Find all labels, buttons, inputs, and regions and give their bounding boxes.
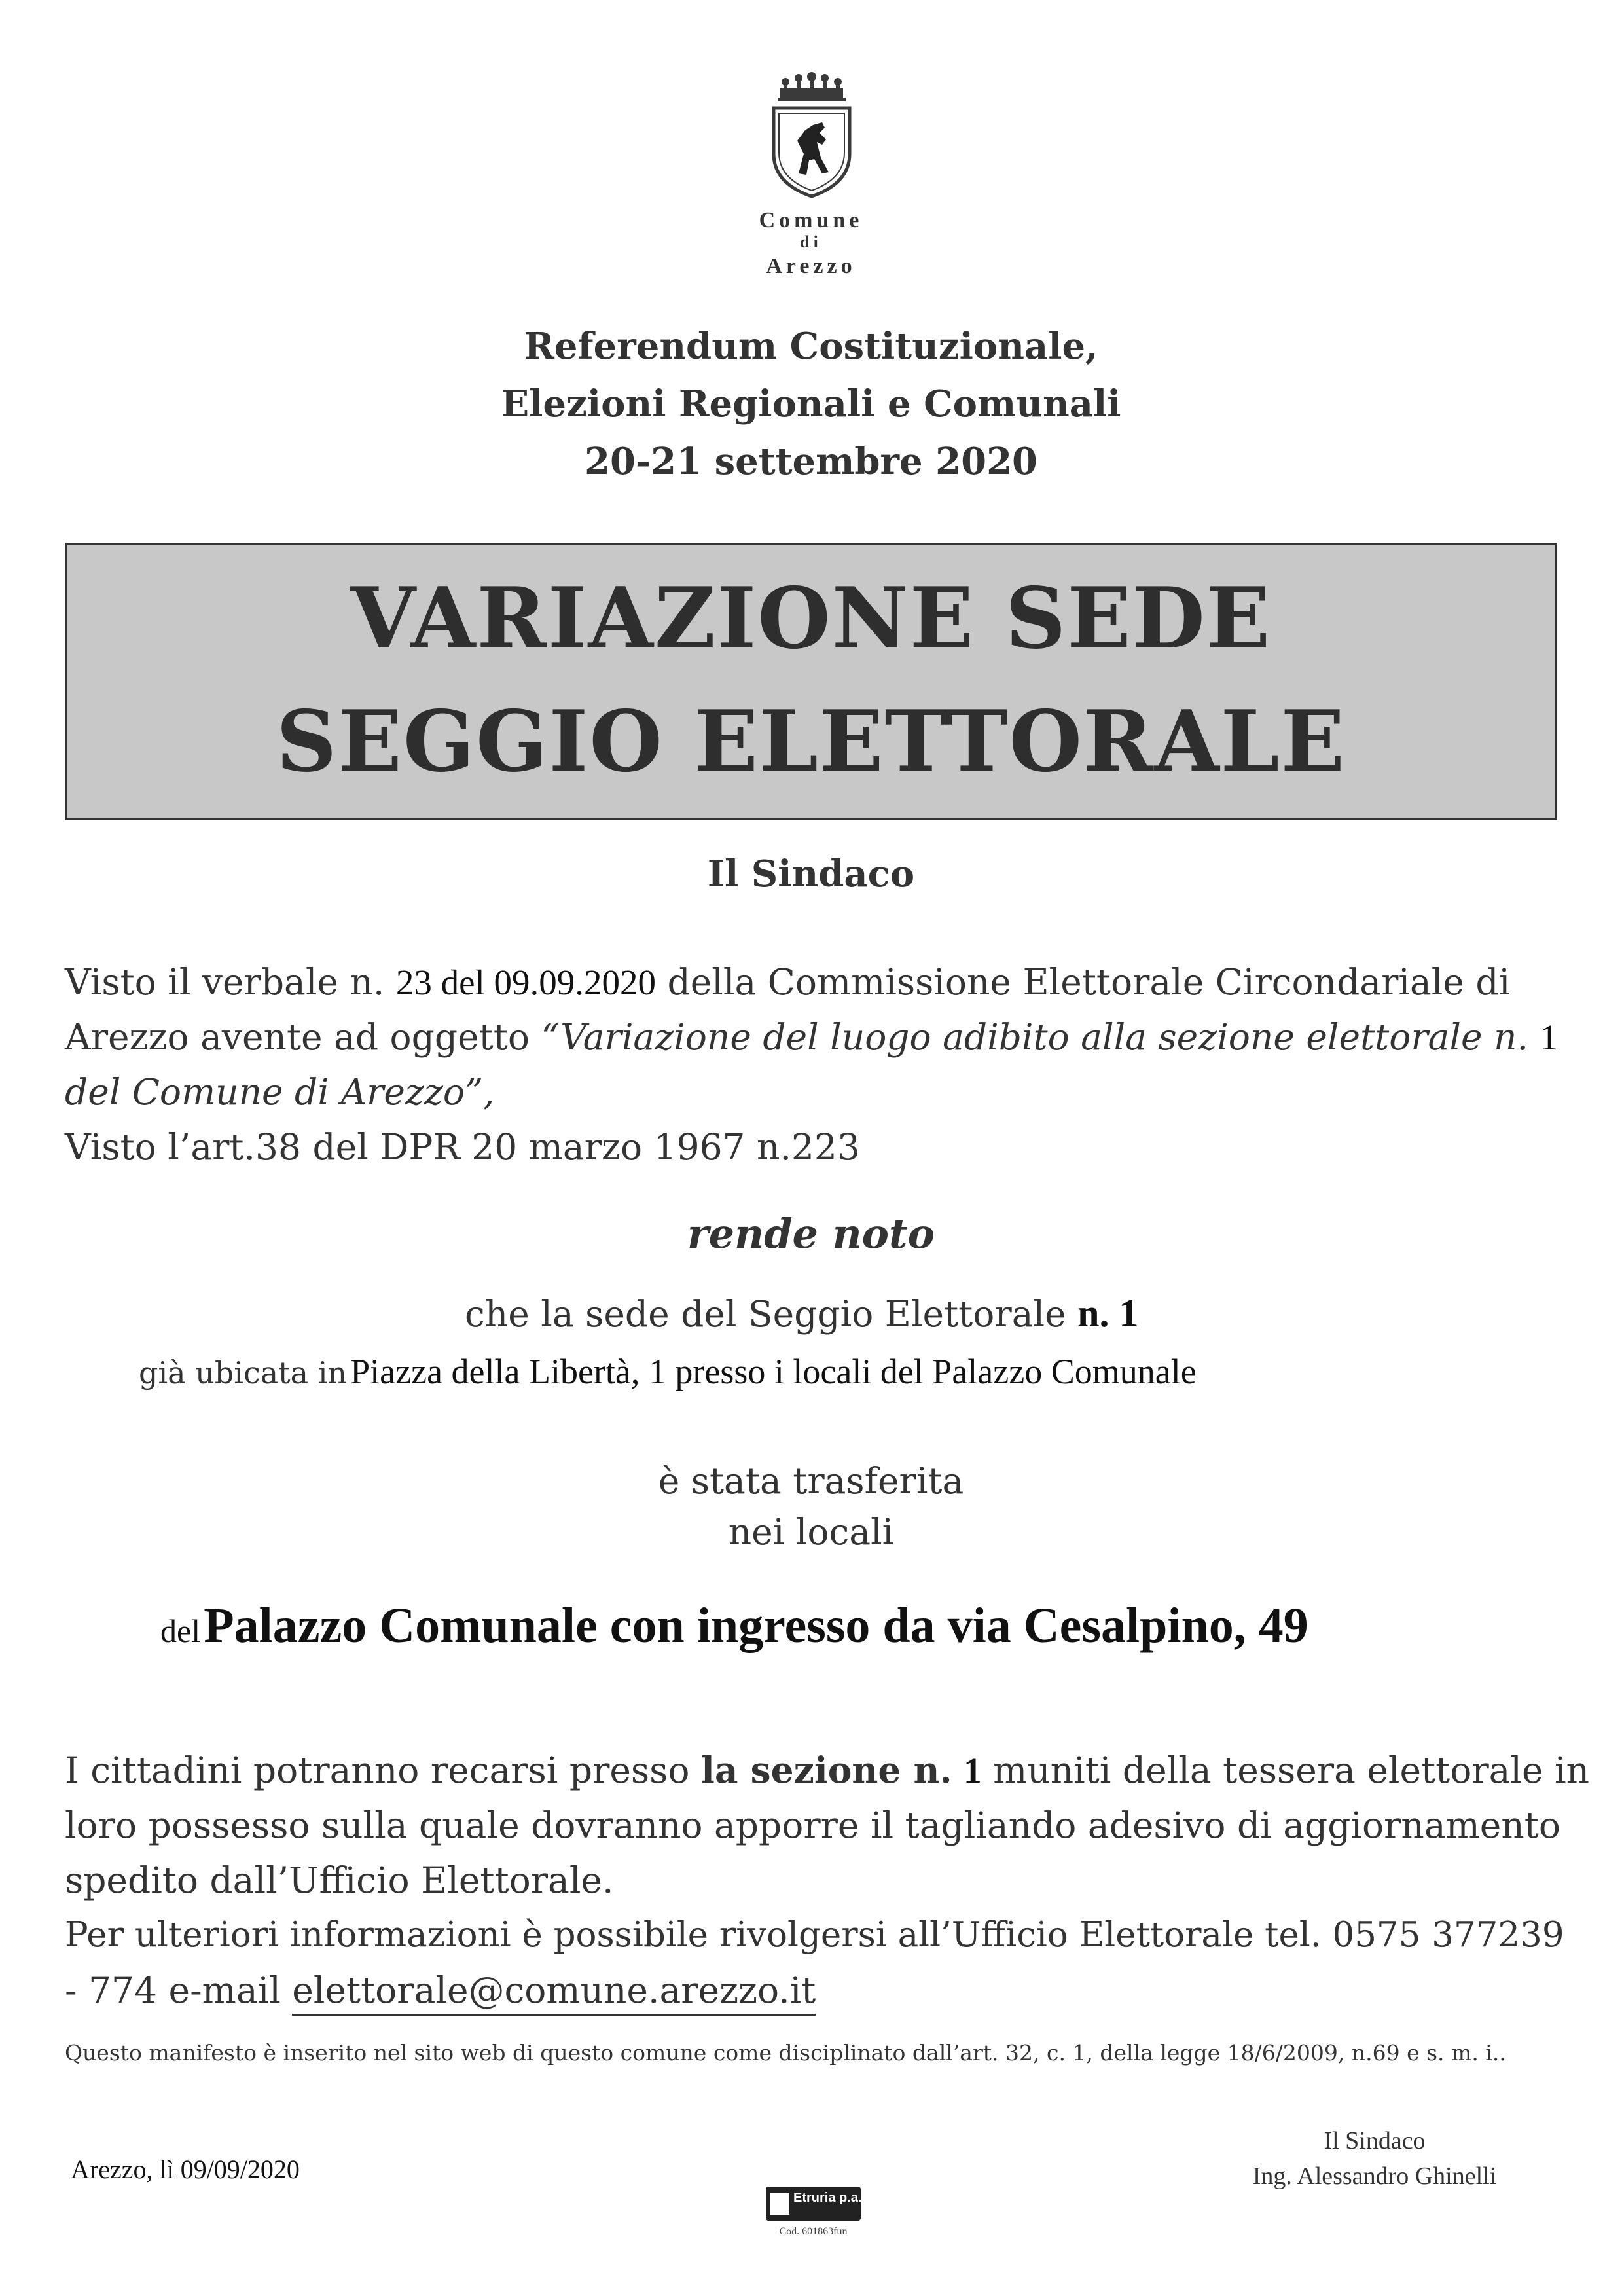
banner-line2: SEGGIO ELETTORALE bbox=[276, 693, 1346, 791]
preamble-text: Arezzo avente ad oggetto bbox=[65, 1016, 530, 1058]
preamble-line2 bbox=[65, 1010, 1558, 1065]
seggio-number: n. 1 bbox=[1077, 1292, 1139, 1335]
email-link[interactable]: elettorale@comune.arezzo.it bbox=[292, 1969, 816, 2016]
heading-date: 20-21 settembre 2020 bbox=[584, 440, 1037, 483]
new-location: Palazzo Comunale con ingresso da via Cesalpino, 49 bbox=[204, 1598, 1308, 1653]
citizens-line1 bbox=[65, 1743, 1589, 1798]
section-number: 1 bbox=[1540, 1017, 1558, 1057]
printer-logo-mark bbox=[770, 2193, 789, 2215]
citizens-text: muniti della tessera elettorale in bbox=[993, 1749, 1590, 1791]
legal-note: Questo manifesto è inserito nel sito web di questo comune come disciplinato dall’art. 32, c. 1, della legge 18/6/2009, n.69 e s. m. i.. bbox=[65, 2040, 1506, 2066]
previous-location-label: già ubicata in bbox=[139, 1355, 348, 1391]
coat-of-arms-logo bbox=[766, 62, 857, 200]
transferred-text: è stata trasferita bbox=[658, 1460, 964, 1502]
citizens-line4: Per ulteriori informazioni è possibile rivolgersi all’Ufficio Elettorale tel. 0575 377239 bbox=[65, 1915, 1564, 1955]
previous-location-line bbox=[139, 1351, 1197, 1392]
seggio-line bbox=[465, 1286, 1138, 1341]
preamble-text: della Commissione Elettorale Circondariale di bbox=[667, 961, 1511, 1003]
mayor-heading: Il Sindaco bbox=[707, 852, 915, 896]
heading-line2: Elezioni Regionali e Comunali bbox=[501, 382, 1121, 426]
section-label: la sezione n. bbox=[700, 1749, 952, 1791]
premises-text: nei locali bbox=[728, 1511, 894, 1553]
municipality-name-line1: Comune bbox=[759, 208, 863, 232]
municipality-name-line3: Arezzo bbox=[766, 254, 856, 278]
signer-name: Ing. Alessandro Ghinelli bbox=[1252, 2162, 1497, 2190]
preamble-line4: Visto l’art.38 del DPR 20 marzo 1967 n.223 bbox=[65, 1126, 860, 1168]
new-location-line bbox=[160, 1597, 1308, 1654]
preamble-line1 bbox=[65, 955, 1510, 1010]
municipality-name-line2: di bbox=[800, 232, 822, 251]
preamble-line3: del Comune di Arezzo”, bbox=[65, 1071, 495, 1113]
new-location-prefix: del bbox=[160, 1613, 201, 1649]
place-date: Arezzo, lì 09/09/2020 bbox=[71, 2155, 300, 2184]
citizens-text: I cittadini potranno recarsi presso bbox=[65, 1749, 690, 1791]
printer-name: Etruria p.a. bbox=[793, 2191, 862, 2205]
preamble-text: Visto il verbale n. bbox=[65, 961, 385, 1003]
rende-noto: rende noto bbox=[687, 1210, 935, 1258]
printer-logo bbox=[766, 2187, 861, 2221]
subject-italic: “Variazione del luogo adibito alla sezione elettorale n. bbox=[541, 1016, 1528, 1058]
citizens-line2: loro possesso sulla quale dovranno apporre il tagliando adesivo di aggiornamento bbox=[65, 1804, 1560, 1846]
section-number: 1 bbox=[964, 1751, 982, 1791]
phone-extension: - 774 e-mail bbox=[65, 1969, 281, 2011]
verbale-number: 23 del 09.09.2020 bbox=[395, 962, 657, 1002]
printer-code: Cod. 601863fun bbox=[779, 2226, 848, 2237]
citizens-line3: spedito dall’Ufficio Elettorale. bbox=[65, 1859, 614, 1901]
signer-title: Il Sindaco bbox=[1324, 2127, 1426, 2155]
heading-line1: Referendum Costituzionale, bbox=[524, 325, 1098, 368]
previous-location: Piazza della Libertà, 1 presso i locali del Palazzo Comunale bbox=[350, 1352, 1197, 1391]
citizens-line5 bbox=[65, 1963, 816, 2018]
banner-line1: VARIAZIONE SEDE bbox=[350, 570, 1272, 668]
seggio-text: che la sede del Seggio Elettorale bbox=[465, 1293, 1066, 1335]
title-banner bbox=[65, 543, 1557, 820]
